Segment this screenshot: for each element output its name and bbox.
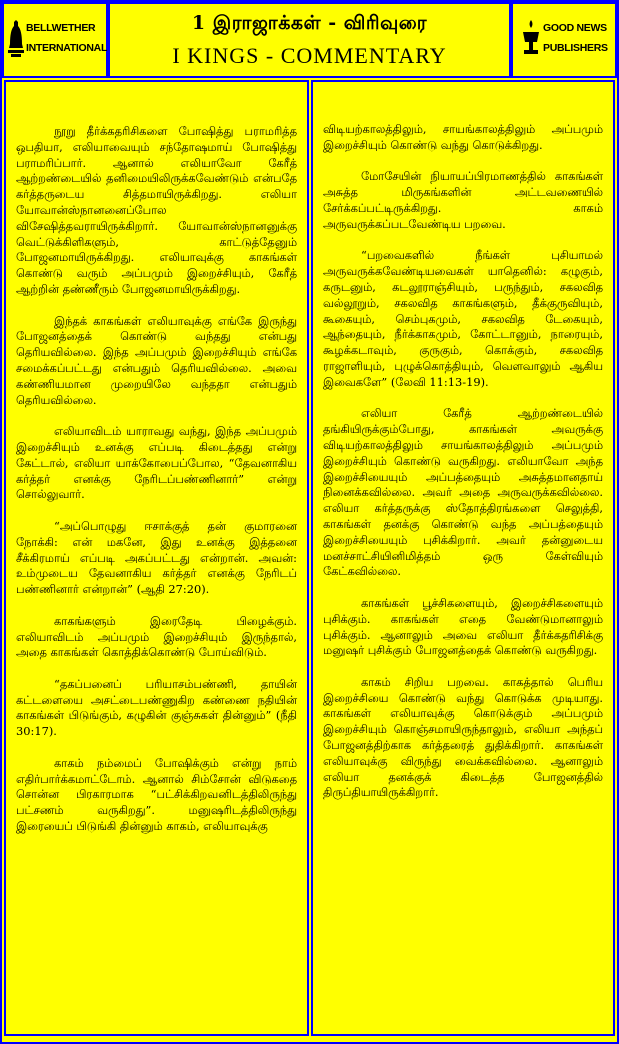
page-title-tamil: 1 இராஜாக்கள் - விரிவுரை [191,12,428,34]
logo-right-line2: PUBLISHERS [543,42,608,54]
paragraph: “தகப்பனைப் பரியாசம்பண்ணி, தாயின் கட்டளையை அசட்டைபண்ணுகிற கண்ணை நதியின் காகங்கள் பிடுங்கும், கழுகின் குஞ்சுகள் தின்னும்” (நீதி 30:17). [16,676,297,739]
paragraph: காகம் சிறிய பறவை. காகத்தால் பெரிய இறைச்சியை கொண்டு வந்து கொடுக்க முடியாது. காகங்கள் எலியாவுக்கு கொடுக்கும் அப்பமும் இறைச்சியும் கொஞ்சமாயிருந்தாலும், எலியா அந்தப் போஜனத்திற்காக கர்த்தரைத் துதிக்கிறார். காகங்கள் எலியாவுக்கு விருந்து வைக்கவில்லை. ஆனாலும் எலியா தனக்குக் கிடைத்த போஜனத்தில் திருப்தியாயிருக்கிறார். [323,674,603,800]
paragraph: இந்தக் காகங்கள் எலியாவுக்கு எங்கே இருந்து போஜனத்தைக் கொண்டு வந்தது என்பது தெரியவில்லை. இந்த அப்பமும் இறைச்சியும் எங்கே சமைக்கப்பட்டது என்பதும் தெரியவில்லை. அவை கண்ணியமான முறையிலே வந்ததா என்பதும் தெரியவில்லை. [16,313,297,407]
paragraph: “பறவைகளில் நீங்கள் புசியாமல் அருவருக்கவேண்டியவைகள் யாதெனில்: கழுகும், கருடனும், கடலூராஞ்சியும், பருந்தும், சகலவித வல்லூறும், சகலவித காகங்களும், தீக்குருவியும், கூகையும், செம்புகமும், சகலவித டேகையும், ஆந்தையும், நீர்க்காகமும், கோட்டானும், நாரையும், கூழக்கடாவும், குருகும், கொக்கும், சகலவித ராஜாளியும், புழுக்கொத்தியும், வௌவாலும் ஆகிய இவைகளே” (லேவி 11:13-19). [323,248,603,389]
page-title-english: I KINGS - COMMENTARY [172,43,447,68]
logo-left-line2: INTERNATIONAL [26,42,108,54]
logo-right-text [543,18,608,58]
page-header [2,2,617,79]
right-column [311,80,615,1036]
paragraph: காகம் நம்மைப் போஷிக்கும் என்று நாம் எதிர்பார்க்கமாட்டோம். ஆனால் சிம்சோன் விடுகதை சொன்ன பிரகாரமாக “பட்சிக்கிறவனிடத்திலிருந்து பட்சணம் வருகிறது”. மனுஷரிடத்திலிருந்து இரையைப் பிடுங்கி தின்னும் காகம், எலியாவுக்கு [16,755,297,834]
paragraph: காகங்கள் பூச்சிகளையும், இறைச்சிகளையும் புசிக்கும். காகங்கள் எதை வேண்டுமானாலும் புசிக்கும். ஆனாலும் அவை எலியா தீர்க்கதரிசிக்கு மனுஷர் புசிக்கும் போஜனத்தைக் கொண்டு வருகிறது. [323,595,603,658]
paragraph: விடியற்காலத்திலும், சாயங்காலத்திலும் அப்பமும் இறைச்சியும் கொண்டு வந்து கொடுக்கிறது. [323,122,603,152]
paragraph: காகங்களும் இரைதேடி பிழைக்கும். எலியாவிடம் அப்பமும் இறைச்சியும் இருந்தால், அதை காகங்கள் கொத்திக்கொண்டு போய்விடும். [16,613,297,660]
left-column [4,80,309,1036]
paragraph: எலியாவிடம் யாராவது வந்து, இந்த அப்பமும் இறைச்சியும் உனக்கு எப்படி கிடைத்தது என்று கேட்டால், எலியா யாக்கோபைப்போல, “தேவனாகிய கர்த்தர் எனக்கு நேரிடப்பண்ணினார்” என்று சொல்லுவார். [16,424,297,502]
paragraph: நூறு தீர்க்கதரிசிகளை போஷித்து பராமரித்த ஒபதியா, எலியாவையும் சந்தோஷமாய் போஷித்து பராமரிப்பார். ஆனால் எலியாவோ கேரீத் ஆற்றண்டையில் தனிமையிலிருக்கவேண்டும் என்பதே கர்த்தருடைய சித்தமாயிருக்கிறது. எலியா யோவான்ஸ்நானனைப்போல விசேஷித்தவராயிருக்கிறார். யோவான்ஸ்நானனுக்கு வெட்டுக்கிளிகளும், காட்டுத்தேனும் போஜனமாயிருக்கிறது. எலியாவுக்கு காகங்கள் கொண்டு வரும் அப்பமும் இறைச்சியும், கேரீத் ஆற்றின் தண்ணீரும் போஜனமாயிருக்கிறது. [16,124,297,296]
bellwether-logo [2,2,108,78]
logo-left-line1: BELLWETHER [26,22,96,34]
paragraph: “அப்பொழுது ஈசாக்குத் தன் குமாரனை நோக்கி: என் மகனே, இது உனக்கு இத்தனை சீக்கிரமாய் எப்படி அகப்பட்டது என்றான். அவன்: உம்முடைய தேவனாகிய கர்த்தர் எனக்கு நேரிடப் பண்ணினார் என்றான்” (ஆதி 27:20). [16,518,297,597]
title-block [108,2,511,78]
logo-left-text [26,18,107,58]
goodnews-logo [511,2,617,78]
lamp-icon [521,18,541,58]
bell-icon [8,18,24,58]
paragraph: எலியா கேரீத் ஆற்றண்டையில் தங்கியிருக்கும்போது, காகங்கள் அவருக்கு விடியற்காலத்திலும் சாயங்காலத்திலும் அப்பமும் இறைச்சியும் கொண்டு வருகிறது. எலியாவோ அந்த இறைச்சியையும் அப்பத்தையும் அசுத்தமானதாய் நினைக்கவில்லை. அவர் அதை அருவருக்கவில்லை. எலியா கர்த்தருக்கு ஸ்தோத்திரங்களை செலுத்தி, காகங்கள் தனக்கு கொண்டு வந்த அப்பத்தையும் இறைச்சியையும் புசிக்கிறார். அவர் தன்னுடைய மனச்சாட்சியினிமித்தம் ஒரு கேள்வியும் கேட்கவில்லை. [323,406,603,579]
logo-right-line1: GOOD NEWS [543,22,607,34]
paragraph: மோசேயின் நியாயப்பிரமாணத்தில் காகங்கள் அசுத்த மிருகங்களின் அட்டவணையில் சேர்க்கப்பட்டிருக்கிறது. காகம் அருவருக்கப்படவேண்டிய பறவை. [323,169,603,231]
